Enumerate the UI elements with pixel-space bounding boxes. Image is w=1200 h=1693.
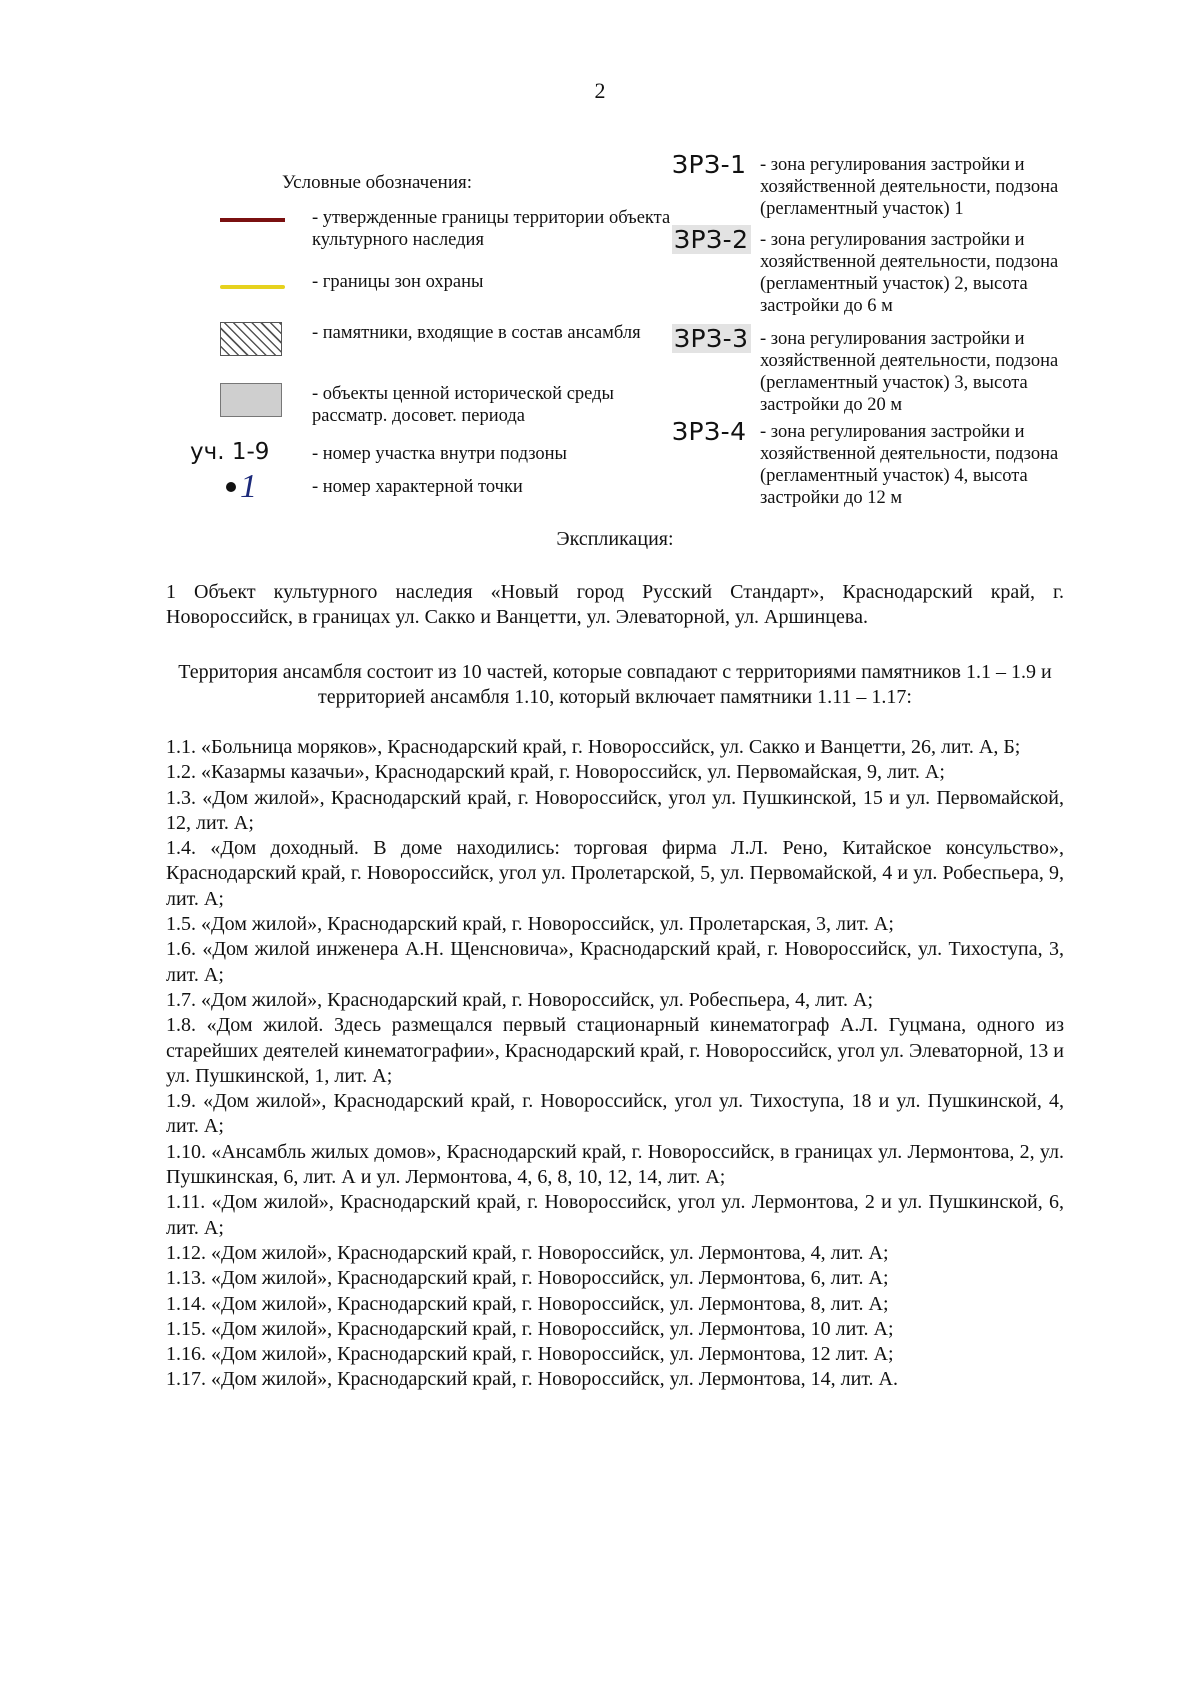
hatched-square-icon — [200, 322, 290, 362]
characteristic-point-icon — [200, 468, 290, 516]
legend-item-characteristic-point — [200, 468, 670, 526]
zone-code: ЗРЗ-1 — [672, 150, 747, 179]
zone-description: - зона регулирования застройки и хозяйственной деятельности, подзона (регламентный участок) 2, высота застройки до 6 м — [760, 230, 1059, 316]
yellow-boundary-line-icon — [200, 271, 290, 311]
page-number: 2 — [594, 78, 606, 103]
legend-item-label: - памятники, входящие в состав ансамбля — [312, 323, 641, 343]
zone-description: - зона регулирования застройки и хозяйственной деятельности, подзона (регламентный участок) 3, высота застройки до 20 м — [760, 329, 1059, 415]
legend-item-label: - утвержденные границы территории объекта культурного наследия — [312, 208, 671, 250]
legend-item-label: - объекты ценной исторической среды рассматр. досовет. периода — [312, 384, 614, 426]
legend-item-label: - границы зон охраны — [312, 272, 484, 292]
legend-item-ensemble-monuments — [200, 322, 670, 372]
list-item: 1.1. «Больница моряков», Краснодарский край, г. Новороссийск, ул. Сакко и Ванцетти, 26, лит. А, Б; — [166, 736, 1021, 758]
list-item: 1.12. «Дом жилой», Краснодарский край, г. Новороссийск, ул. Лермонтова, 4, лит. А; — [166, 1241, 889, 1264]
characteristic-point-number: 1 — [240, 468, 257, 505]
list-item: 1.11. «Дом жилой», Краснодарский край, г. Новороссийск, угол ул. Лермонтова, 2 и ул. Пушкинской, 6, лит. А; — [166, 1191, 1064, 1239]
monument-list — [166, 735, 1064, 1393]
legend-item-label: - номер характерной точки — [312, 477, 523, 497]
legend-item-approved-boundaries — [200, 207, 670, 257]
plot-number-symbol: уч. 1-9 — [190, 439, 270, 465]
list-item: 1.10. «Ансамбль жилых домов», Краснодарский край, г. Новороссийск, в границах ул. Лермонтова, 2, ул. Пушкинская, 6, лит. А и ул. Лермонтова, 4, 6, 8, 10, 12, 14, лит. А; — [166, 1140, 1064, 1189]
legend-item-protection-zone-boundaries — [200, 271, 670, 321]
explication-intro: 1 Объект культурного наследия «Новый город Русский Стандарт», Краснодарский край, г. Новороссийск, в границах ул. Сакко и Ванцетти, ул. Элеваторной, ул. Аршинцева. — [166, 581, 1064, 628]
list-item: 1.8. «Дом жилой. Здесь размещался первый стационарный кинематограф А.Л. Гуцмана, одного из старейших деятелей кинематографии», Краснодарский край, г. Новороссийск, угол ул. Элеваторной, 13 и ул. Пушкинской, 1, лит. А; — [166, 1014, 1064, 1087]
legend-item-label: - номер участка внутри подзоны — [312, 444, 567, 464]
list-item: 1.4. «Дом доходный. В доме находились: торговая фирма Л.Л. Рено, Китайское консульство», Краснодарский край, г. Новороссийск, угол ул. Пролетарской, 5, ул. Первомайской, 4 и ул. Робеспьера, 9, лит. А; — [166, 837, 1064, 910]
legend-title: Условные обозначения: — [282, 172, 473, 193]
gray-square-icon — [200, 383, 290, 423]
list-item: 1.16. «Дом жилой», Краснодарский край, г. Новороссийск, ул. Лермонтова, 12 лит. А; — [166, 1343, 894, 1366]
list-item: 1.6. «Дом жилой инженера А.Н. Щенсновича», Краснодарский край, г. Новороссийск, ул. Тихоступа, 3, лит. А; — [166, 938, 1064, 986]
list-item: 1.5. «Дом жилой», Краснодарский край, г. Новороссийск, ул. Пролетарская, 3, лит. А; — [166, 913, 894, 936]
list-item: 1.17. «Дом жилой», Краснодарский край, г. Новороссийск, ул. Лермонтова, 14, лит. А. — [166, 1368, 899, 1391]
zone-code: ЗРЗ-4 — [672, 417, 747, 446]
explication-title: Экспликация: — [556, 528, 674, 550]
zone-code: ЗРЗ-3 — [674, 324, 749, 353]
list-item: 1.15. «Дом жилой», Краснодарский край, г. Новороссийск, ул. Лермонтова, 10 лит. А; — [166, 1317, 894, 1340]
list-item: 1.3. «Дом жилой», Краснодарский край, г. Новороссийск, угол ул. Пушкинской, 15 и ул. Первомайской, 12, лит. А; — [166, 786, 1064, 834]
list-item: 1.9. «Дом жилой», Краснодарский край, г. Новороссийск, угол ул. Тихоступа, 18 и ул. Пушкинской, 4, лит. А; — [166, 1090, 1064, 1138]
zone-description: - зона регулирования застройки и хозяйственной деятельности, подзона (регламентный участок) 1 — [760, 155, 1059, 219]
list-item: 1.13. «Дом жилой», Краснодарский край, г. Новороссийск, ул. Лермонтова, 6, лит. А; — [166, 1267, 889, 1290]
list-item: 1.2. «Казармы казачьи», Краснодарский край, г. Новороссийск, ул. Первомайская, 9, лит. А; — [166, 761, 945, 784]
zone-description: - зона регулирования застройки и хозяйственной деятельности, подзона (регламентный участок) 4, высота застройки до 12 м — [760, 422, 1059, 508]
zone-code: ЗРЗ-2 — [674, 225, 749, 254]
legend-item-valuable-historic-objects — [200, 383, 670, 433]
red-boundary-line-icon — [200, 207, 290, 247]
list-item: 1.14. «Дом жилой», Краснодарский край, г. Новороссийск, ул. Лермонтова, 8, лит. А; — [166, 1292, 889, 1315]
list-item: 1.7. «Дом жилой», Краснодарский край, г. Новороссийск, ул. Робеспьера, 4, лит. А; — [166, 988, 874, 1011]
explication-territory: Территория ансамбля состоит из 10 частей, которые совпадают с территориями памятников 1.1 – 1.9 и территорией ансамбля 1.10, который включает памятники 1.11 – 1.17: — [178, 661, 1052, 708]
